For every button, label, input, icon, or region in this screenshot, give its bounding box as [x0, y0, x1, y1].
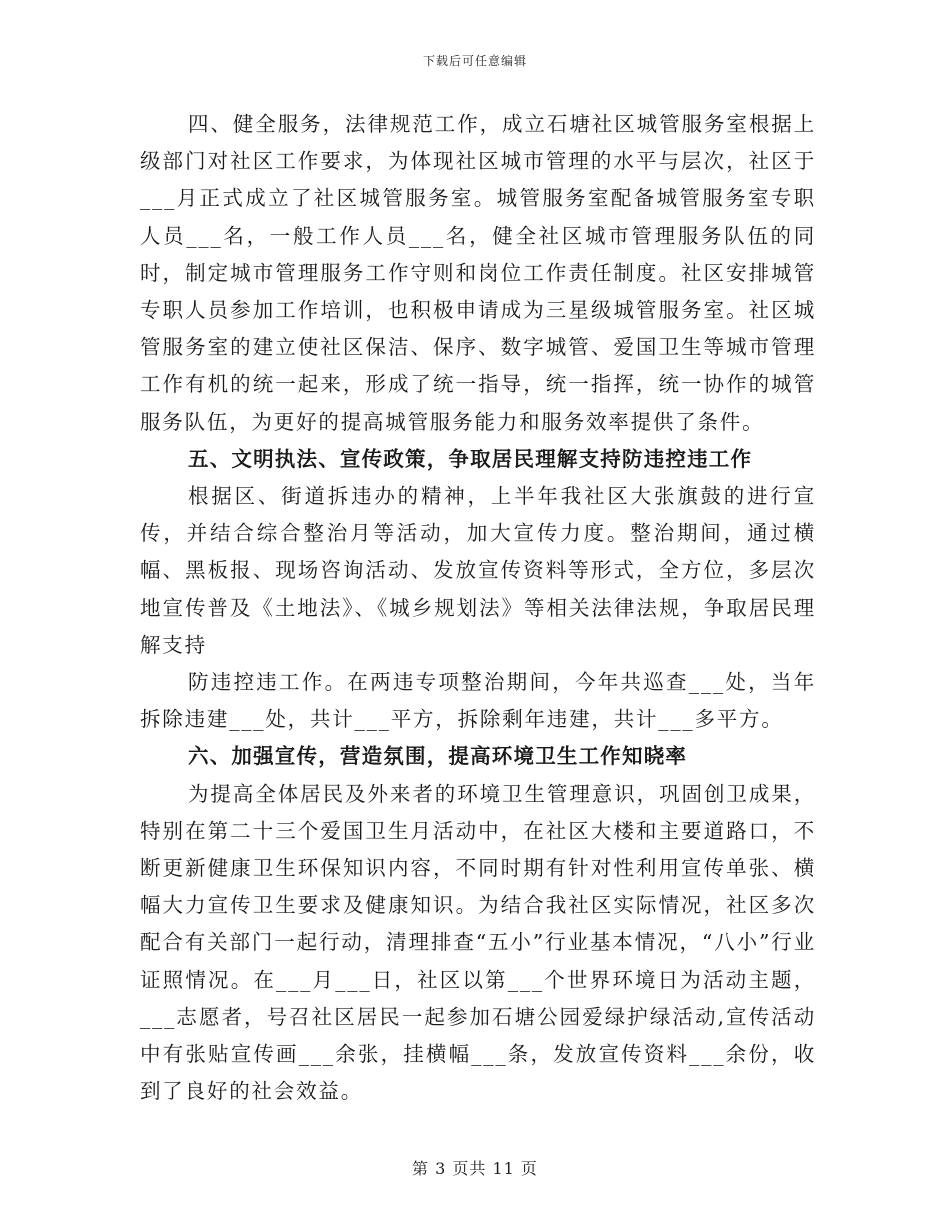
- page-header: 下载后可任意编辑: [422, 54, 527, 68]
- paragraph-sanitation: 为提高全体居民及外来者的环境卫生管理意识，巩固创卫成果，特别在第二十三个爱国卫生月活动中，在社区大楼和主要道路口，不断更新健康卫生环保知识内容，不同时期有针对性利用宣传单张、横幅大力宣传卫生要求及健康知识。为结合我社区实际情况，社区多次配合有关部门一起行动，清理排查“五小”行业基本情况，“八小”行业证照情况。在___月___日，社区以第___个世界环境日为活动主题，___志愿者，号召社区居民一起参加石塘公园爱绿护绿活动,宣传活动中有张贴宣传画___余张，挂横幅___条，发放宣传资料___余份，收到了良好的社会效益。: [140, 781, 816, 1104]
- section-heading-6: 六、加强宣传，营造氛围，提高环境卫生工作知晓率: [188, 744, 688, 769]
- paragraph-demolition-stats: 防违控违工作。在两违专项整治期间，今年共巡查___处，当年拆除违建___处，共计___平方，拆除剩年违建，共计___多平方。: [140, 670, 816, 732]
- section-heading-5: 五、文明执法、宣传政策，争取居民理解支持防违控违工作: [188, 446, 753, 471]
- document-body: [140, 106, 816, 1110]
- page-number: 第 3 页共 11 页: [412, 1159, 538, 1178]
- paragraph-law-publicity: 根据区、街道拆违办的精神，上半年我社区大张旗鼓的进行宣传，并结合综合整治月等活动，加大宣传力度。整治期间，通过横幅、黑板报、现场咨询活动、发放宣传资料等形式，全方位，多层次地宣传普及《土地法》、《城乡规划法》等相关法律法规，争取居民理解支持: [140, 484, 816, 657]
- paragraph-service-room: 四、健全服务，法律规范工作，成立石塘社区城管服务室根据上级部门对社区工作要求，为体现社区城市管理的水平与层次，社区于___月正式成立了社区城管服务室。城管服务室配备城管服务室专职人员___名，一般工作人员___名，健全社区城市管理服务队伍的同时，制定城市管理服务工作守则和岗位工作责任制度。社区安排城管专职人员参加工作培训，也积极申请成为三星级城管服务室。社区城管服务室的建立使社区保洁、保序、数字城管、爱国卫生等城市管理工作有机的统一起来，形成了统一指导，统一指挥，统一协作的城管服务队伍，为更好的提高城管服务能力和服务效率提供了条件。: [140, 112, 816, 434]
